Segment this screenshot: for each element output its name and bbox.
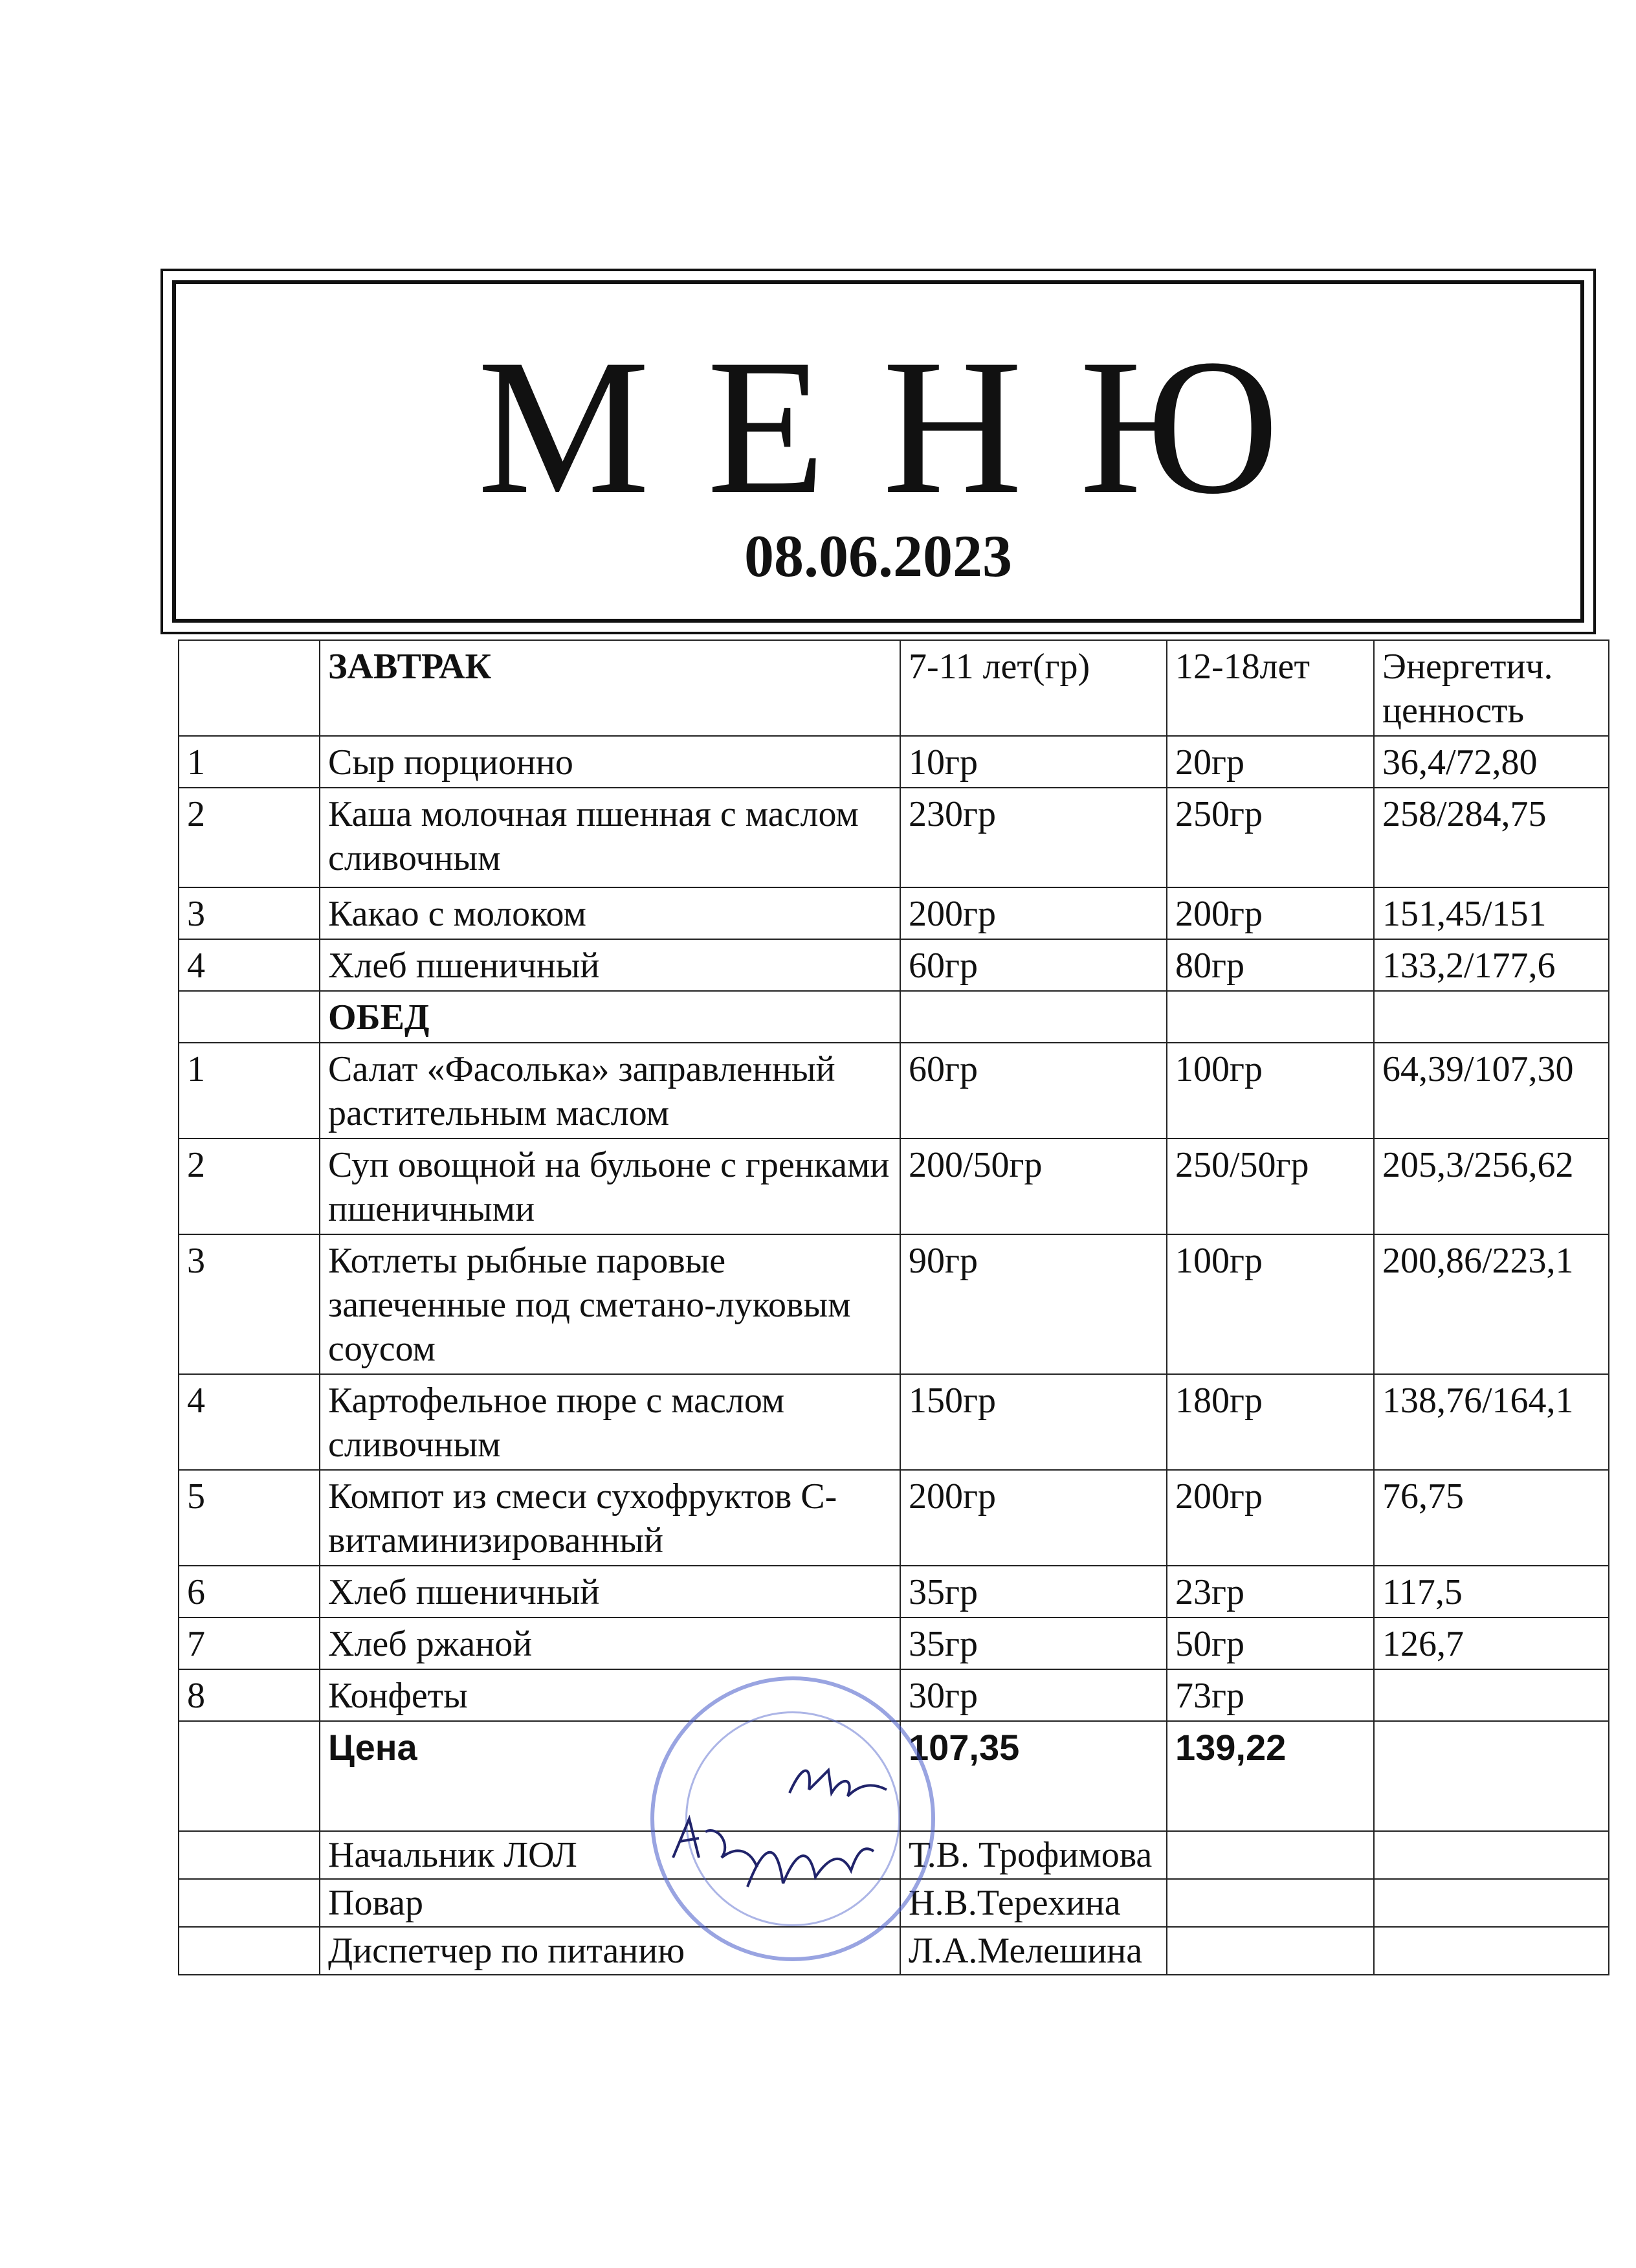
signature-name: Т.В. Трофимова xyxy=(900,1831,1167,1879)
signature-cell-empty xyxy=(1167,1927,1374,1975)
price-cell-empty xyxy=(179,1721,320,1831)
signature-cell-empty xyxy=(1167,1831,1374,1879)
portion-7-11: 90гр xyxy=(900,1234,1167,1374)
signature-name: Н.В.Терехина xyxy=(900,1879,1167,1927)
energy-value: 126,7 xyxy=(1374,1618,1609,1669)
signature-cell-empty xyxy=(179,1831,320,1879)
table-row xyxy=(179,1566,1609,1618)
column-header-age-7-11: 7-11 лет(гр) xyxy=(900,640,1167,736)
row-number: 8 xyxy=(179,1669,320,1721)
portion-7-11: 200/50гр xyxy=(900,1139,1167,1234)
portion-12-18: 180гр xyxy=(1167,1374,1374,1470)
table-header-row xyxy=(179,640,1609,736)
row-number: 3 xyxy=(179,887,320,939)
column-header-energy: Энергетич. ценность xyxy=(1374,640,1609,736)
title-box-inner xyxy=(172,280,1584,623)
dish-name: Котлеты рыбные паровые запеченные под сметано-луковым соусом xyxy=(320,1234,900,1374)
portion-12-18: 23гр xyxy=(1167,1566,1374,1618)
portion-7-11: 230гр xyxy=(900,788,1167,887)
column-header-age-12-18: 12-18лет xyxy=(1167,640,1374,736)
portion-7-11: 30гр xyxy=(900,1669,1167,1721)
price-label: Цена xyxy=(320,1721,900,1831)
title-letter: Н xyxy=(882,319,1023,534)
row-number: 3 xyxy=(179,1234,320,1374)
row-number: 7 xyxy=(179,1618,320,1669)
portion-12-18: 200гр xyxy=(1167,1470,1374,1566)
table-row xyxy=(179,788,1609,887)
energy-value: 258/284,75 xyxy=(1374,788,1609,887)
dish-name: Картофельное пюре с маслом сливочным xyxy=(320,1374,900,1470)
table-row xyxy=(179,1374,1609,1470)
energy-value: 200,86/223,1 xyxy=(1374,1234,1609,1374)
portion-12-18: 200гр xyxy=(1167,887,1374,939)
signature-cell-empty xyxy=(179,1927,320,1975)
dish-name: Хлеб ржаной xyxy=(320,1618,900,1669)
portion-7-11: 200гр xyxy=(900,887,1167,939)
row-number: 1 xyxy=(179,736,320,788)
price-12-18: 139,22 xyxy=(1167,1721,1374,1831)
title-letter: М xyxy=(477,319,650,534)
signature-icon xyxy=(783,1757,893,1809)
table-row xyxy=(179,939,1609,991)
row-number: 6 xyxy=(179,1566,320,1618)
dish-name: Конфеты xyxy=(320,1669,900,1721)
dish-name: Сыр порционно xyxy=(320,736,900,788)
portion-7-11: 200гр xyxy=(900,1470,1167,1566)
energy-value: 205,3/256,62 xyxy=(1374,1139,1609,1234)
portion-7-11: 60гр xyxy=(900,939,1167,991)
signature-cell-empty xyxy=(1374,1927,1609,1975)
portion-12-18: 73гр xyxy=(1167,1669,1374,1721)
signature-cell-empty xyxy=(179,1879,320,1927)
table-row xyxy=(179,1618,1609,1669)
price-cell-empty xyxy=(1374,1721,1609,1831)
page-title xyxy=(176,319,1580,534)
portion-7-11: 150гр xyxy=(900,1374,1167,1470)
energy-value: 138,76/164,1 xyxy=(1374,1374,1609,1470)
portion-12-18: 100гр xyxy=(1167,1234,1374,1374)
price-7-11: 107,35 xyxy=(900,1721,1167,1831)
row-number: 4 xyxy=(179,1374,320,1470)
row-number: 2 xyxy=(179,1139,320,1234)
title-letter: Ю xyxy=(1079,319,1279,534)
portion-12-18: 250гр xyxy=(1167,788,1374,887)
signature-role: Повар xyxy=(320,1879,900,1927)
dish-name: Какао с молоком xyxy=(320,887,900,939)
table-row xyxy=(179,1043,1609,1139)
dish-name: Каша молочная пшенная с маслом сливочным xyxy=(320,788,900,887)
table-row xyxy=(179,1139,1609,1234)
signature-name: Л.А.Мелешина xyxy=(900,1927,1167,1975)
title-letter: Е xyxy=(707,319,826,534)
lunch-cell-empty xyxy=(1167,991,1374,1043)
row-number: 1 xyxy=(179,1043,320,1139)
energy-value: 36,4/72,80 xyxy=(1374,736,1609,788)
row-number: 2 xyxy=(179,788,320,887)
portion-12-18: 50гр xyxy=(1167,1618,1374,1669)
row-number: 5 xyxy=(179,1470,320,1566)
dish-name: Салат «Фасолька» заправленный растительным маслом xyxy=(320,1043,900,1139)
lunch-cell-empty xyxy=(179,991,320,1043)
section-lunch-row xyxy=(179,991,1609,1043)
energy-value: 117,5 xyxy=(1374,1566,1609,1618)
menu-date: 08.06.2023 xyxy=(744,523,1012,589)
section-breakfast-label: ЗАВТРАК xyxy=(320,640,900,736)
lunch-cell-empty xyxy=(1374,991,1609,1043)
energy-value xyxy=(1374,1669,1609,1721)
energy-value: 133,2/177,6 xyxy=(1374,939,1609,991)
lunch-cell-empty xyxy=(900,991,1167,1043)
signature-cell-empty xyxy=(1374,1831,1609,1879)
row-number: 4 xyxy=(179,939,320,991)
signature-cell-empty xyxy=(1374,1879,1609,1927)
portion-12-18: 100гр xyxy=(1167,1043,1374,1139)
table-row xyxy=(179,1470,1609,1566)
title-box xyxy=(160,269,1596,634)
portion-12-18: 80гр xyxy=(1167,939,1374,991)
section-lunch-label: ОБЕД xyxy=(320,991,900,1043)
table-row xyxy=(179,887,1609,939)
portion-7-11: 35гр xyxy=(900,1566,1167,1618)
portion-12-18: 250/50гр xyxy=(1167,1139,1374,1234)
portion-7-11: 60гр xyxy=(900,1043,1167,1139)
signature-cell-empty xyxy=(1167,1879,1374,1927)
energy-value: 76,75 xyxy=(1374,1470,1609,1566)
energy-value: 64,39/107,30 xyxy=(1374,1043,1609,1139)
dish-name: Хлеб пшеничный xyxy=(320,939,900,991)
energy-value: 151,45/151 xyxy=(1374,887,1609,939)
signature-role: Диспетчер по питанию xyxy=(320,1927,900,1975)
table-row xyxy=(179,1234,1609,1374)
header-cell-empty xyxy=(179,640,320,736)
portion-12-18: 20гр xyxy=(1167,736,1374,788)
table-row xyxy=(179,1669,1609,1721)
portion-7-11: 35гр xyxy=(900,1618,1167,1669)
portion-7-11: 10гр xyxy=(900,736,1167,788)
dish-name: Компот из смеси сухофруктов С-витаминизированный xyxy=(320,1470,900,1566)
signature-icon xyxy=(738,1825,880,1896)
table-row xyxy=(179,736,1609,788)
signature-role: Начальник ЛОЛ xyxy=(320,1831,900,1879)
dish-name: Суп овощной на бульоне с гренками пшеничными xyxy=(320,1139,900,1234)
dish-name: Хлеб пшеничный xyxy=(320,1566,900,1618)
signature-row xyxy=(179,1927,1609,1975)
